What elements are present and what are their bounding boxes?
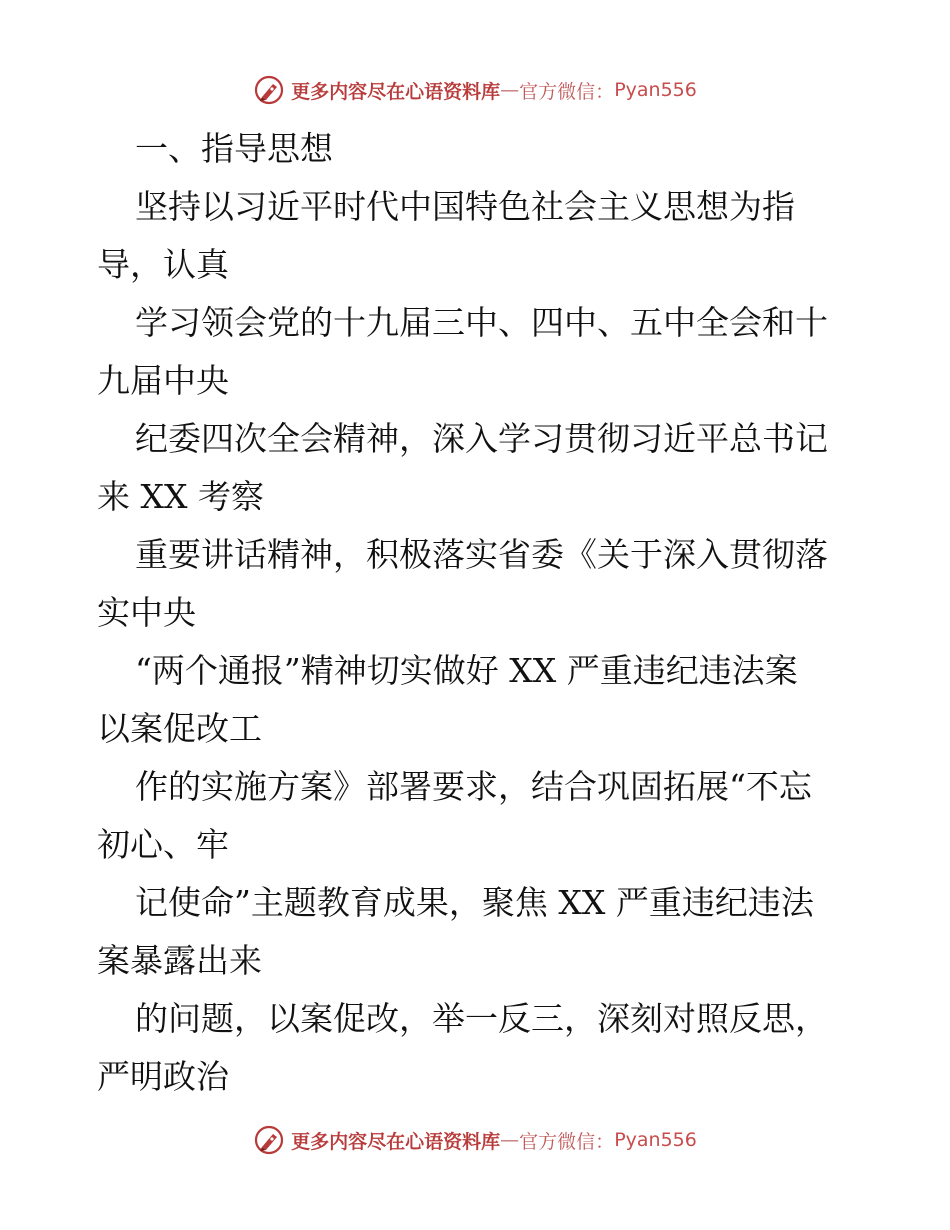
- text-line: 学习领会党的十九届三中、四中、五中全会和十: [135, 303, 828, 342]
- banner-dash: —: [500, 1129, 520, 1151]
- document-body: [97, 120, 857, 1106]
- banner-main-text: 更多内容尽在心语资料库: [291, 80, 501, 103]
- header-banner[interactable]: [0, 70, 950, 110]
- text-line: 作的实施方案》部署要求，结合巩固拓展“不忘: [135, 767, 812, 806]
- banner-dash: —: [500, 79, 520, 101]
- banner-wechat-label: 官方微信：: [519, 1130, 615, 1153]
- banner-main-text: 更多内容尽在心语资料库: [291, 1130, 501, 1153]
- pen-nib-logo-icon: [253, 74, 285, 106]
- text-line: 初心、牢: [97, 825, 229, 864]
- text-line: “两个通报”精神切实做好 XX 严重违纪违法案: [135, 651, 798, 690]
- text-line: 导，认真: [97, 245, 229, 284]
- section-heading: 一、指导思想: [135, 129, 333, 168]
- banner-wechat-id: Pyan556: [614, 1129, 697, 1151]
- text-line: 严明政治: [97, 1057, 229, 1096]
- text-line: 以案促改工: [97, 709, 262, 748]
- banner-wechat-label: 官方微信：: [519, 80, 615, 103]
- pen-nib-logo-icon: [253, 1124, 285, 1156]
- text-line: 纪委四次全会精神，深入学习贯彻习近平总书记: [135, 419, 828, 458]
- text-line: 记使命”主题教育成果，聚焦 XX 严重违纪违法: [135, 883, 814, 922]
- text-line: 来 XX 考察: [97, 477, 264, 516]
- banner-wechat-id: Pyan556: [614, 79, 697, 101]
- text-line: 的问题，以案促改，举一反三，深刻对照反思，: [135, 999, 828, 1038]
- text-line: 实中央: [97, 593, 196, 632]
- text-line: 坚持以习近平时代中国特色社会主义思想为指: [135, 187, 795, 226]
- footer-banner[interactable]: [0, 1120, 950, 1160]
- text-line: 九届中央: [97, 361, 229, 400]
- text-line: 重要讲话精神，积极落实省委《关于深入贯彻落: [135, 535, 828, 574]
- text-line: 案暴露出来: [97, 941, 262, 980]
